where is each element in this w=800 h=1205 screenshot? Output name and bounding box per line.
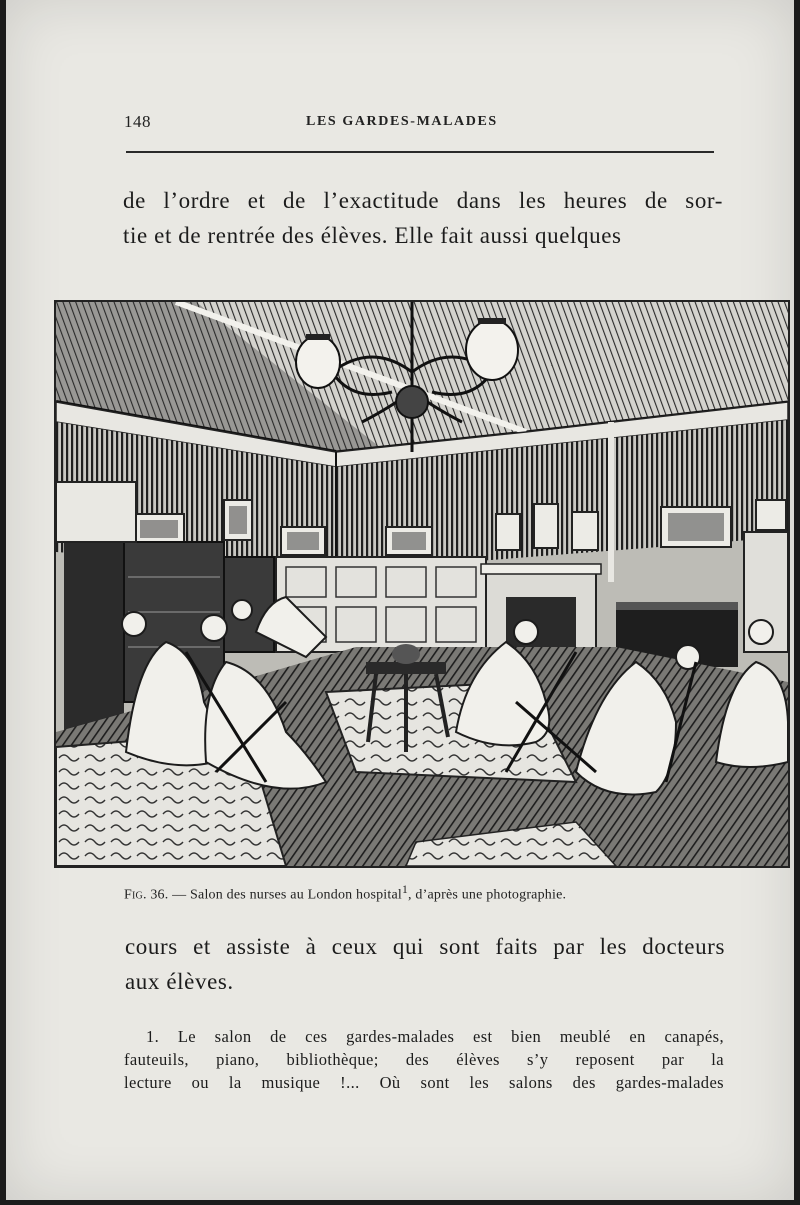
- page-number: 148: [124, 112, 151, 131]
- footnote-line: fauteuils, piano, bibliothèque; des élèves s’y reposent par la: [124, 1050, 724, 1069]
- paragraph-continuation: [123, 183, 723, 253]
- caption-text: — Salon des nurses au London hospital: [168, 887, 402, 903]
- engraving-drawing: [56, 302, 788, 866]
- footnote-line: 1. Le salon de ces gardes-malades est bien meublé en canapés,: [146, 1027, 724, 1046]
- text-line: de l’ordre et de l’exactitude dans les heures de sor-: [123, 188, 723, 213]
- caption-tail: , d’après une photographie.: [408, 887, 567, 903]
- running-title: LES GARDES-MALADES: [306, 114, 498, 129]
- text-line: cours et assiste à ceux qui sont faits par les docteurs: [125, 934, 725, 959]
- header-rule: [126, 151, 714, 153]
- figure-caption: [124, 883, 724, 904]
- running-head: [6, 112, 794, 136]
- footnote-marker: 1: [401, 883, 409, 896]
- text-line: tie et de rentrée des élèves. Elle fait aussi quelques: [123, 223, 622, 248]
- paragraph-resume: [125, 929, 725, 999]
- footnote: [124, 1025, 724, 1094]
- footnote-line: lecture ou la musique !... Où sont les salons des gardes-malades: [124, 1073, 724, 1092]
- figure-label: Fig. 36.: [124, 887, 169, 903]
- text-line: aux élèves.: [125, 969, 234, 994]
- engraving-illustration: [54, 300, 790, 868]
- book-page: [6, 0, 794, 1200]
